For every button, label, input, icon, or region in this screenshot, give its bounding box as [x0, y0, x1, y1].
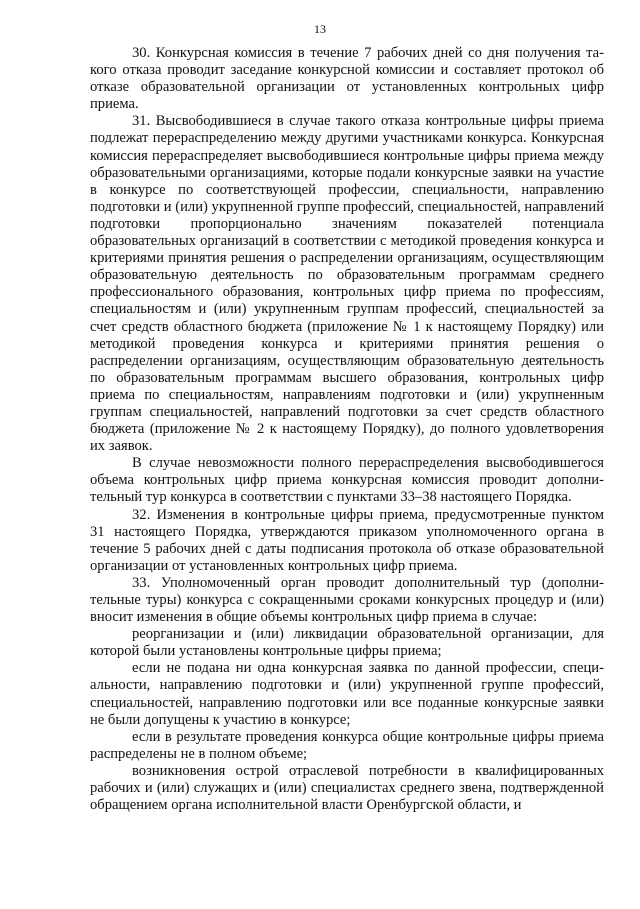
paragraph-33-case-acute-need: возникновения острой отраслевой потребности в квалифицированных рабочих и (или) служащих и (или) специалистах среднего звена, подтвержденной обращением органа исполнительной власти Оренбургской области, и: [90, 762, 604, 814]
paragraph-32: 32. Изменения в контрольные цифры приема, предусмотренные пунктом 31 настоящего Порядка, утверждаются приказом уполномоченного органа в течение 5 рабочих дней с даты подписания протокола об отказе образовательной организации от установленных контрольных цифр приема.: [90, 506, 604, 574]
document-body: [90, 45, 604, 814]
page-number: 13: [314, 22, 326, 36]
paragraph-31-continuation: В случае невозможности полного перераспределения высвободившегося объема контрольных цифр приема конкурсная комиссия проводит дополнительный тур конкурса в соответствии с пунктами 33–38 настоящего Порядка.: [90, 455, 604, 506]
paragraph-33-case-no-applications: если не подана ни одна конкурсная заявка по данной профессии, специальности, направлению подготовки и (или) укрупненной группе профессий, специальностей, направлению подготовки или все поданные конкурсные заявки не были допущены к участию в конкурсе;: [90, 660, 604, 728]
paragraph-33-case-reorganization: реорганизации и (или) ликвидации образовательной организации, для которой были установлены контрольные цифры приема;: [90, 626, 604, 660]
paragraph-31: 31. Высвободившиеся в случае такого отказа контрольные цифры приема подлежат перераспределению между другими участниками конкурса. Конкурсная комиссия перераспределяет высвободившиеся контрольные цифры приема между образовательными организациями, которые подали конкурсные заявки на участие в конкурсе по соответствующей профессии, специальности, направлению подготовки и (или) укрупненной группе профессий, специальностей, направлений подготовки пропорционально значениям показателей потенциала образовательных организаций в соответствии с методикой проведения конкурса и критериями принятия решения о распределении организациям, осуществляющим образовательную деятельность по образовательным программам среднего профессионального образования, контрольных цифр приема по профессиям, специальностям и (или) укрупненным группам профессий, специальностей за счет средств областного бюджета (приложение № 1 к настоящему Порядку) или методикой проведения конкурса и критериями принятия решения о распределении организациям, осуществляющим образовательную деятельность по образовательным программам высшего образования, контрольных цифр приема по специальностям, направлениям подготовки и (или) укрупненным группам специальностей, направлений подготовки за счет средств областного бюджета (приложение № 2 к настоящему Порядку), до полного удовлетворения их заявок.: [90, 113, 604, 455]
paragraph-30: 30. Конкурсная комиссия в течение 7 рабочих дней со дня получения такого отказа проводит заседание конкурсной комиссии и составляет протокол об отказе образовательной организации от установленных контрольных цифр приема.: [90, 45, 604, 113]
paragraph-33-case-not-fully-distributed: если в результате проведения конкурса общие контрольные цифры приема распределены не в полном объеме;: [90, 728, 604, 762]
paragraph-33: 33. Уполномоченный орган проводит дополнительный тур (дополнительные туры) конкурса с сокращенными сроками конкурсных процедур и (или) вносит изменения в общие объемы контрольных цифр приема в случае:: [90, 574, 604, 626]
